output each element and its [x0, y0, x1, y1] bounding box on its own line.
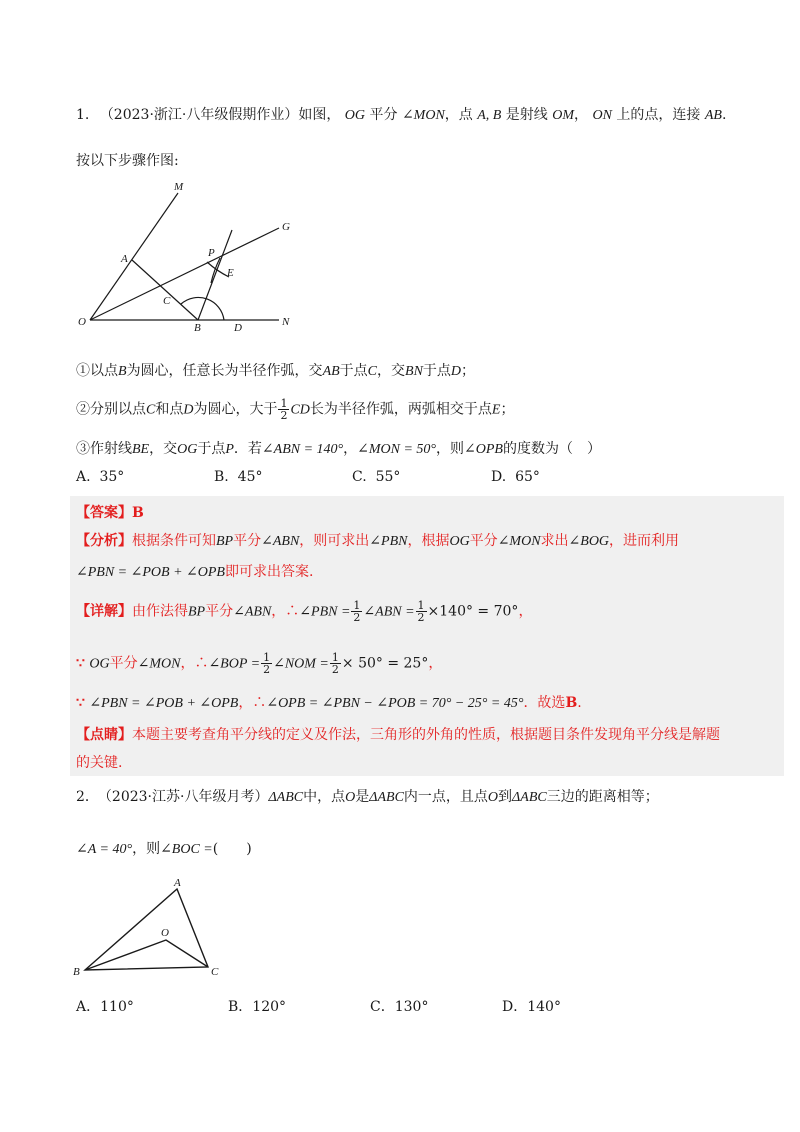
q1-stem-text: 是射线 [505, 107, 548, 123]
analysis-math: ∠ABN [261, 534, 300, 549]
step-text: 和点 [155, 401, 184, 418]
option-value: 35° [99, 469, 125, 485]
option-letter: A． [76, 999, 101, 1015]
analysis-text: ，则可求出 [299, 533, 370, 549]
option-value: 55° [375, 469, 401, 485]
q2-math: O [487, 790, 499, 805]
detail-math: BP [188, 604, 206, 620]
segment-ab [132, 260, 198, 320]
q2-number: 2． [76, 789, 99, 805]
q2-option-b[interactable] [228, 996, 286, 1016]
step-text: ②分别以点 [76, 401, 146, 418]
step-math: P [225, 442, 234, 457]
option-value: 130° [394, 999, 429, 1015]
analysis-math: ∠PBN = ∠POB + ∠OPB [76, 565, 225, 580]
q1-math: OG [344, 108, 366, 123]
q2-option-d[interactable] [502, 996, 561, 1016]
frac-num: 1 [417, 599, 425, 612]
detail-text: ，∴ [238, 695, 267, 711]
q2-figure [70, 872, 230, 982]
step-math: ∠ABN = 140° [261, 442, 344, 457]
step-math: C [367, 364, 378, 379]
step-math: AB [322, 364, 340, 379]
q2-text: 三边的距离相等； [546, 789, 659, 805]
segments-bo-oc [85, 940, 208, 970]
q1-answer [76, 502, 144, 524]
q1-comment-line-1 [76, 724, 720, 746]
option-letter: D． [502, 999, 528, 1015]
comment-tag: 【点睛】 [76, 727, 132, 743]
option-letter: C. [352, 469, 367, 485]
triangle-abc [85, 889, 208, 970]
frac-num: 1 [280, 397, 288, 410]
frac-den: 2 [331, 663, 339, 676]
step-text: 于点 [197, 441, 226, 457]
q1-option-d[interactable] [491, 469, 540, 485]
detail-text: ，∴ [180, 655, 209, 672]
q1-stem-text: ，点 [444, 107, 473, 123]
frac-num: 1 [353, 599, 361, 612]
fraction-half [351, 600, 362, 623]
step-text: ； [500, 401, 515, 418]
q1-stem [76, 104, 726, 127]
frac-den: 2 [263, 663, 271, 676]
analysis-text: ，根据 [407, 533, 450, 549]
step-math: C [146, 402, 156, 418]
q2-text: ( ) [212, 841, 252, 857]
q1-analysis-line-1 [76, 530, 679, 553]
q1-math: AB [704, 108, 722, 123]
label-b: B [73, 966, 80, 978]
option-value: 45° [237, 469, 263, 485]
q1-detail-line-3 [76, 692, 582, 715]
analysis-math: ∠BOG [568, 534, 610, 549]
label-o: O [78, 316, 86, 328]
step-text: ．若 [233, 441, 262, 457]
q2-option-a[interactable] [76, 996, 134, 1016]
step-text: 为圆心，任意长为半径作弧，交 [126, 363, 323, 379]
step-text: 于点 [339, 363, 368, 379]
q1-steps-intro: 按以下步骤作图: [76, 153, 179, 169]
option-letter: B. [214, 469, 229, 485]
q1-math: ∠MON [401, 108, 445, 123]
q1-stem-text: 平分 [369, 107, 398, 123]
option-letter: C． [370, 999, 395, 1015]
q1-stem-text: 上的点，连接 [616, 107, 701, 123]
analysis-tag: 【分析】 [76, 533, 132, 549]
detail-math: OG [89, 656, 110, 672]
comment-text: 本题主要考查角平分线的定义及作法，三角形的外角的性质，根据题目条件发现角平分线是解题 [132, 727, 720, 743]
option-value: 140° [527, 999, 561, 1015]
frac-den: 2 [417, 611, 425, 624]
comment-text: 的关键. [76, 755, 123, 771]
analysis-text: 平分 [233, 533, 262, 549]
analysis-text: ，进而利用 [609, 533, 680, 549]
label-a: A [174, 877, 181, 889]
step-math: BN [405, 364, 423, 379]
detail-text: . [577, 695, 582, 711]
step-text: ③作射线 [76, 441, 132, 457]
analysis-math: ∠PBN [369, 534, 408, 549]
detail-math: × 50° = 25° [341, 655, 429, 672]
fraction-half [261, 652, 272, 675]
step-math: ∠MON = 50° [357, 442, 437, 457]
step-text: 为圆心，大于 [193, 401, 278, 418]
q1-step-3 [76, 438, 601, 461]
option-value: 65° [515, 469, 540, 485]
q1-number: 1. [76, 107, 90, 123]
step-text: 于点 [422, 363, 451, 379]
analysis-math: OG [449, 534, 470, 549]
step-text: ①以点 [76, 363, 118, 379]
detail-math: ∠ABN [233, 604, 272, 620]
option-letter: D. [491, 469, 507, 485]
q2-stem-line-2 [76, 838, 252, 861]
label-p: P [208, 247, 215, 259]
analysis-text: 根据条件可知 [132, 533, 216, 549]
label-g: G [282, 221, 290, 233]
q1-source: （2023·浙江·八年级假期作业） [99, 107, 299, 123]
q1-math: A, B [477, 108, 502, 123]
detail-text: ， [518, 603, 533, 620]
frac-num: 1 [263, 651, 271, 664]
q2-option-c[interactable] [370, 996, 428, 1016]
q1-option-a[interactable] [76, 469, 124, 485]
since-symbol: ∵ [76, 655, 85, 672]
detail-math: ∠BOP = [208, 656, 261, 672]
fraction-half [330, 652, 341, 675]
step-math: CD [290, 402, 310, 418]
detail-tag: 【详解】 [76, 603, 132, 620]
arc-e1 [207, 262, 229, 277]
option-letter: B． [228, 999, 253, 1015]
q1-detail-line-1 [76, 600, 532, 624]
q1-comment-line-2 [76, 752, 122, 774]
step-math: D [450, 364, 462, 379]
q1-step-2 [76, 398, 514, 422]
q1-stem-text: . [721, 107, 727, 123]
detail-text: ．故选 [523, 695, 566, 711]
q1-analysis-line-2 [76, 561, 313, 584]
q1-math: ON [592, 108, 612, 123]
q2-source: （2023·江苏·八年级月考） [104, 789, 269, 805]
detail-math: ∠MON [137, 656, 181, 672]
answer-tag: 【答案】 [76, 505, 132, 521]
detail-math: ∠PBN = ∠POB + ∠OPB [89, 696, 239, 711]
detail-text: ， [428, 655, 443, 672]
option-letter: A. [76, 469, 91, 485]
detail-text: 平分 [109, 655, 138, 672]
q1-math: OM [552, 108, 575, 123]
step-text: ， [343, 441, 358, 457]
q2-math: ∠A = 40° [76, 842, 133, 857]
step-math: E [491, 402, 501, 418]
option-value: 110° [100, 999, 134, 1015]
label-n: N [282, 316, 290, 328]
label-c: C [211, 966, 219, 978]
q2-stem-line-1 [76, 786, 659, 809]
q2-text: 中，点 [303, 789, 346, 805]
label-m: M [174, 181, 184, 193]
option-value: 120° [252, 999, 287, 1015]
fraction-half [278, 398, 289, 421]
step-math: BE [132, 442, 150, 457]
fraction-half [416, 600, 427, 623]
q1-option-b[interactable] [214, 469, 262, 485]
detail-text: 平分 [205, 603, 234, 620]
frac-den: 2 [353, 611, 361, 624]
q2-math: ∠BOC = [160, 842, 213, 857]
frac-num: 1 [331, 651, 339, 664]
q2-text: 内一点，且点 [403, 789, 488, 805]
step-text: ，则 [436, 441, 465, 457]
q1-figure [74, 180, 304, 340]
analysis-text: 平分 [469, 533, 498, 549]
detail-math: ∠ABN = [363, 604, 415, 620]
step-math: OG [177, 442, 198, 457]
step-text: 的度数为（ ） [502, 441, 601, 457]
label-o: O [161, 927, 169, 939]
detail-math: ∠NOM = [273, 656, 329, 672]
q2-math: ΔABC [369, 790, 404, 805]
q1-step-1 [76, 360, 475, 383]
q2-text: 到 [498, 789, 513, 805]
q2-text: 是 [355, 789, 370, 805]
q1-detail-line-2 [76, 652, 442, 676]
q2-math: ΔABC [512, 790, 547, 805]
q1-stem-text: 如图， [298, 107, 341, 123]
detail-choice: B [565, 695, 578, 711]
since-symbol: ∵ [76, 695, 85, 711]
q1-option-c[interactable] [352, 469, 400, 485]
label-c: C [163, 295, 171, 307]
detail-text: ，∴ [271, 603, 300, 620]
step-math: ∠OPB [464, 442, 503, 457]
label-b: B [194, 322, 201, 334]
q1-stem-text: ， [574, 107, 589, 123]
q2-math: ΔABC [268, 790, 304, 805]
step-math: B [118, 364, 127, 379]
analysis-text: 求出 [540, 533, 569, 549]
step-text: 长为半径作弧，两弧相交于点 [309, 401, 492, 418]
label-d: D [234, 322, 242, 334]
detail-math: ∠OPB = ∠PBN − ∠POB = 70° − 25° = 45° [266, 696, 524, 711]
analysis-math: BP [216, 534, 234, 549]
step-text: ，交 [377, 363, 406, 379]
ray-og [90, 228, 279, 320]
step-text: ，交 [149, 441, 178, 457]
label-a: A [121, 253, 128, 265]
q2-text: ，则 [132, 841, 161, 857]
q2-math: O [345, 790, 356, 805]
label-e: E [227, 267, 234, 279]
analysis-math: ∠MON [497, 534, 541, 549]
detail-text: 由作法得 [132, 603, 188, 620]
analysis-text: 即可求出答案. [224, 564, 314, 580]
answer-value: B [132, 505, 144, 521]
detail-math: ×140° = 70° [427, 603, 519, 620]
step-math: D [183, 402, 194, 418]
step-text: ； [461, 363, 476, 379]
frac-den: 2 [280, 409, 288, 422]
detail-math: ∠PBN = [299, 604, 351, 620]
